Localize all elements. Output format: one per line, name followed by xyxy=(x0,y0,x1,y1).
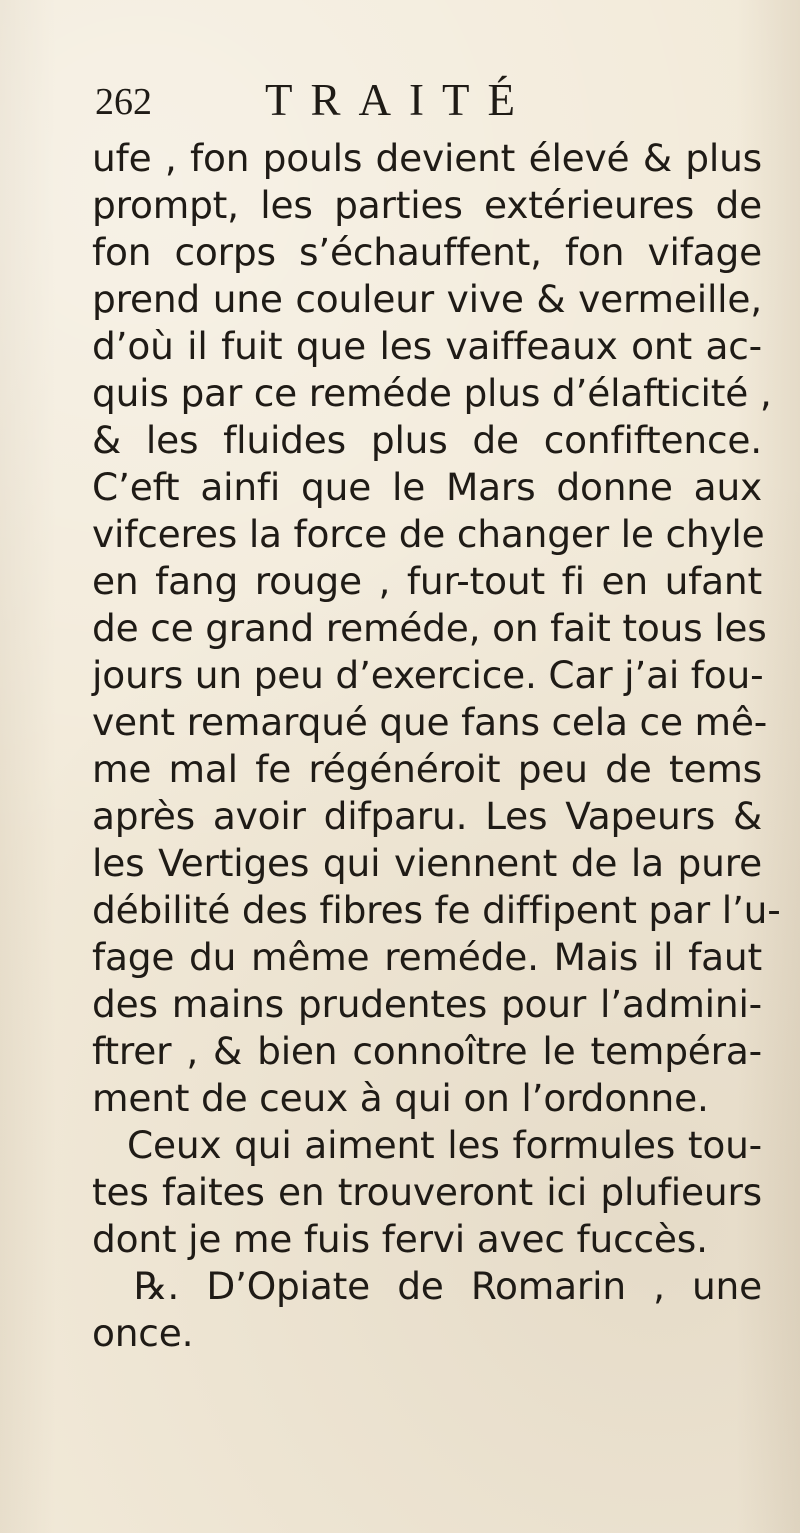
body-text xyxy=(92,135,781,1357)
page-header xyxy=(95,72,735,132)
text-line: en fang rouge , fur-tout fi en ufant xyxy=(92,559,762,603)
text-line: fon corps s’échauffent, fon vifage xyxy=(92,230,762,274)
text-line: prend une couleur vive & vermeille, xyxy=(92,277,762,321)
running-title: TRAITÉ xyxy=(265,75,533,125)
text-line: prompt, les parties extérieures de xyxy=(92,183,762,227)
text-line: & les fluides plus de confiftence. xyxy=(92,418,762,462)
text-line: quis par ce reméde plus d’élafticité , xyxy=(92,371,772,415)
text-line: tes faites en trouveront ici plufieurs xyxy=(92,1170,762,1214)
text-line: jours un peu d’exercice. Car j’ai fou- xyxy=(92,653,764,697)
text-line: les Vertiges qui viennent de la pure xyxy=(92,841,762,885)
text-line: ℞. D’Opiate de Romarin , une xyxy=(134,1264,762,1308)
text-line: once. xyxy=(92,1311,194,1355)
text-line: débilité des fibres fe diffipent par l’u- xyxy=(92,888,781,932)
page-number: 262 xyxy=(95,81,152,123)
text-line: ufe , fon pouls devient élevé & plus xyxy=(92,136,762,180)
text-line: d’où il fuit que les vaiffeaux ont ac- xyxy=(92,324,762,368)
text-line: ftrer , & bien connoître le tempéra- xyxy=(92,1029,762,1073)
text-line: ment de ceux à qui on l’ordonne. xyxy=(92,1076,709,1120)
text-line: après avoir difparu. Les Vapeurs & xyxy=(92,794,762,838)
text-line: fage du même reméde. Mais il faut xyxy=(92,935,762,979)
text-line: vifceres la force de changer le chyle xyxy=(92,512,765,556)
text-line: C’eft ainfi que le Mars donne aux xyxy=(92,465,762,509)
text-line: vent remarqué que fans cela ce mê- xyxy=(92,700,768,744)
text-line: Ceux qui aiment les formules tou- xyxy=(127,1123,762,1167)
text-line: me mal fe régénéroit peu de tems xyxy=(92,747,762,791)
text-line: de ce grand reméde, on fait tous les xyxy=(92,606,767,650)
text-line: dont je me fuis fervi avec fuccès. xyxy=(92,1217,708,1261)
text-line: des mains prudentes pour l’admini- xyxy=(92,982,762,1026)
